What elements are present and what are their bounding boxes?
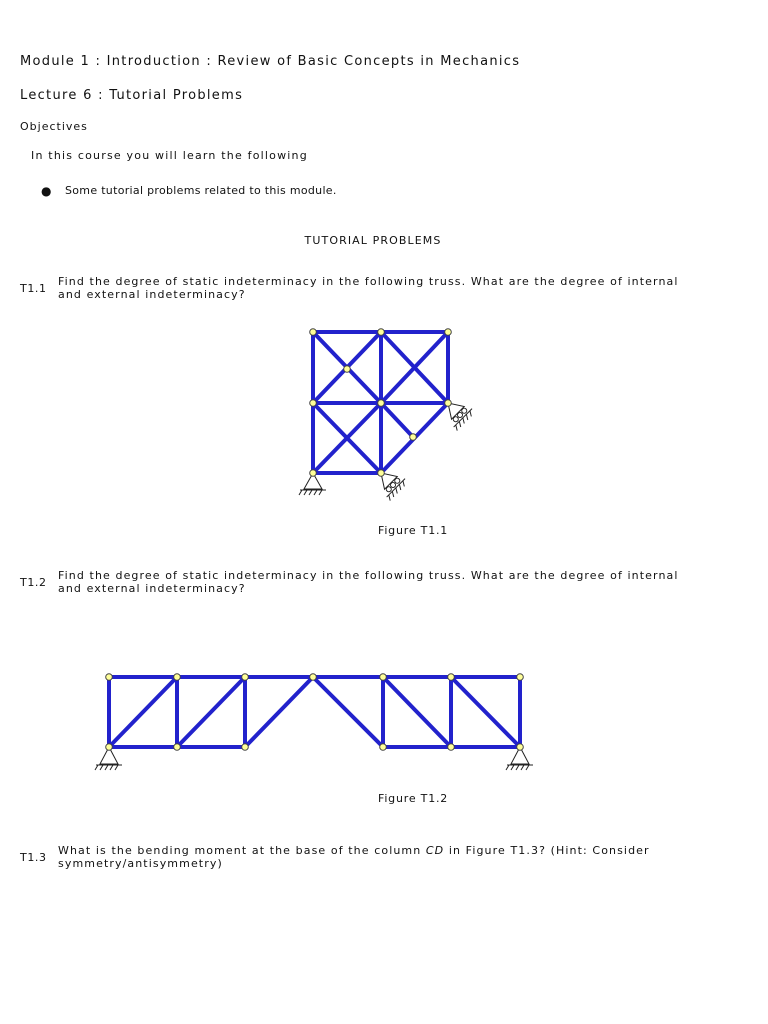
module-title: Module 1 : Introduction : Review of Basic Concepts in Mechanics [20, 54, 521, 69]
inclined-roller-support-icon [439, 394, 476, 431]
figure-caption-t1-2: Figure T1.2 [378, 792, 449, 805]
pin-support-icon [506, 747, 533, 770]
problem-text-t1-3: What is the bending moment at the base of the column CD in Figure T1.3? (Hint: Consider symmetry/antisymmetry) [58, 844, 650, 870]
truss-members [313, 332, 448, 473]
figure-caption-t1-1: Figure T1.1 [378, 524, 449, 537]
problem-number-t1-3: T1.3 [20, 851, 47, 864]
truss-joints [310, 329, 452, 477]
truss-joints [106, 674, 524, 751]
problem-text-t1-2: Find the degree of static indeterminacy in the following truss. What are the degree of internal and external indeterminacy? [58, 569, 679, 595]
inclined-roller-support-icon [372, 464, 409, 501]
objective-bullet: Some tutorial problems related to this module. [65, 184, 337, 197]
truss-members [109, 677, 520, 747]
pin-support-icon [95, 747, 122, 770]
problem-text-t1-1: Find the degree of static indeterminacy in the following truss. What are the degree of internal and external indeterminacy? [58, 275, 679, 301]
lecture-title: Lecture 6 : Tutorial Problems [20, 88, 244, 103]
section-title: TUTORIAL PROBLEMS [304, 234, 442, 247]
objectives-heading: Objectives [20, 120, 88, 133]
bullet-icon: ● [41, 184, 52, 198]
problem-number-t1-1: T1.1 [20, 282, 47, 295]
pin-support-icon [299, 473, 326, 495]
objectives-intro: In this course you will learn the following [31, 149, 308, 162]
problem-number-t1-2: T1.2 [20, 576, 47, 589]
